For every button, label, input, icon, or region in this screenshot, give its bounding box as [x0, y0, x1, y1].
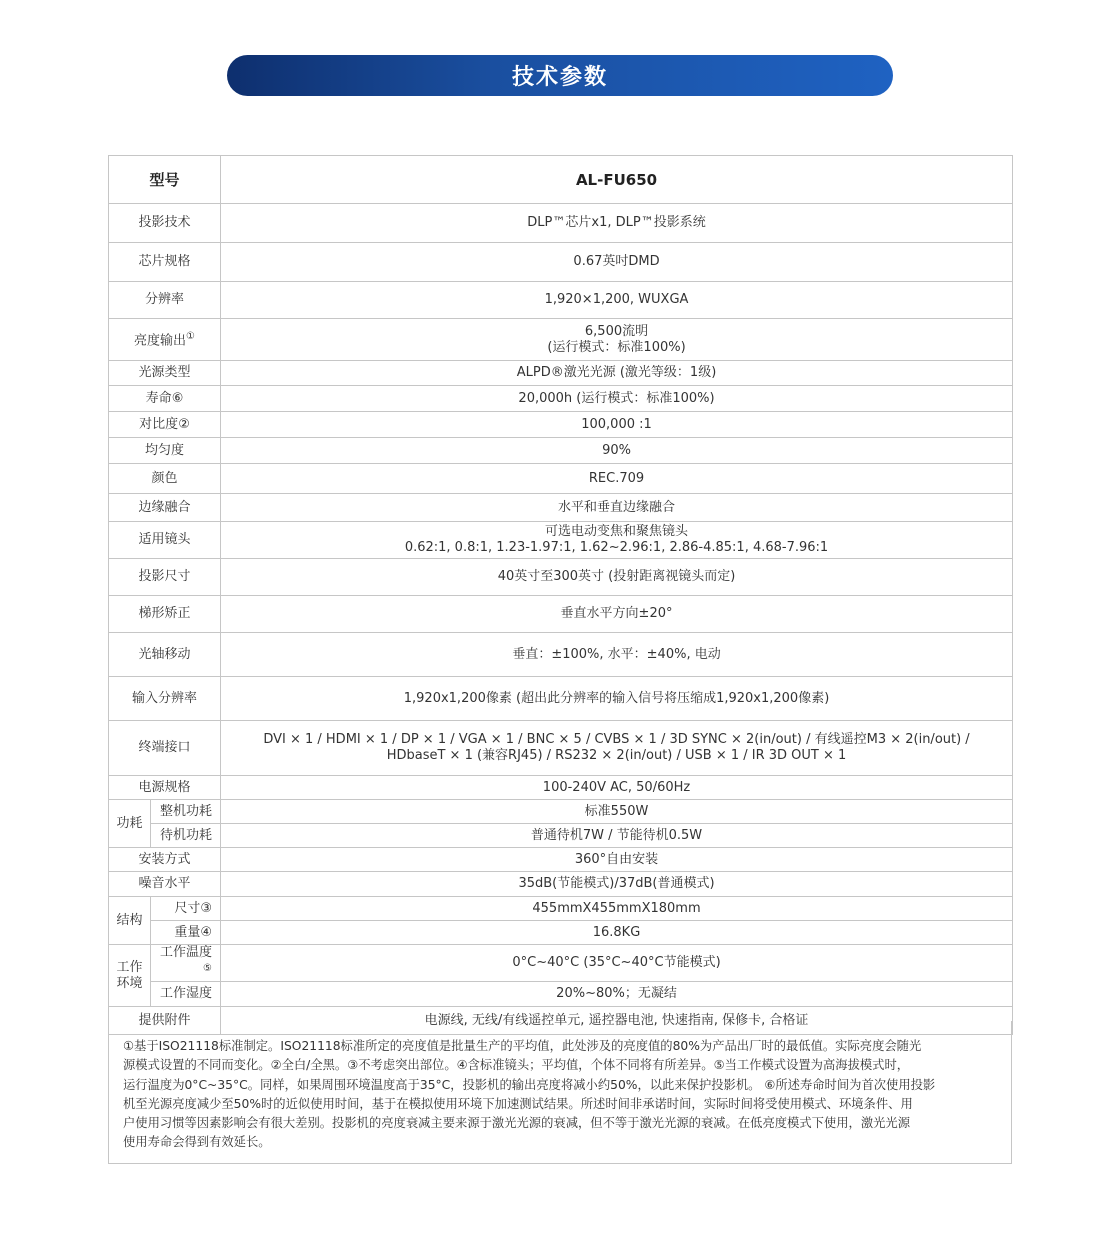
row-label: 适用镜头 — [109, 522, 221, 559]
row-label: 安装方式 — [109, 848, 221, 872]
table-row — [109, 596, 1013, 633]
footnote-line: 源模式设置的不同而变化。②全白/全黑。③不考虑突出部位。④含标准镜头；平均值，个体不同将有所差异。⑤当工作模式设置为高海拔模式时， — [123, 1058, 910, 1073]
row-label: 提供附件 — [109, 1007, 221, 1035]
row-label: 噪音水平 — [109, 872, 221, 897]
table-row — [109, 848, 1013, 872]
row-label: 分辨率 — [109, 282, 221, 319]
row-label — [109, 412, 221, 438]
footnote-mark: ⑤ — [203, 963, 213, 974]
table-row — [109, 464, 1013, 494]
table-row — [109, 438, 1013, 464]
table-row — [109, 494, 1013, 522]
row-value: 100,000 :1 — [221, 412, 1013, 438]
row-value: 垂直：±100%, 水平：±40%, 电动 — [221, 633, 1013, 677]
table-row — [109, 319, 1013, 361]
table-row — [109, 522, 1013, 559]
row-value-line: 6,500流明 — [584, 323, 649, 339]
row-value: 20%~80%；无凝结 — [221, 982, 1013, 1007]
row-label-text: 寿命 — [145, 390, 172, 406]
table-row — [109, 633, 1013, 677]
table-row — [109, 386, 1013, 412]
table-row — [109, 921, 1013, 945]
row-value-line: 可选电动变焦和聚焦镜头 — [545, 524, 689, 539]
group-label-line: 工作 — [116, 959, 143, 975]
footnote-line: 户使用习惯等因素影响会有很大差别。投影机的亮度衰减主要来源于激光光源的衰减，但不等于激光光源的衰减。在低亮度模式下使用，激光光源 — [123, 1116, 911, 1131]
row-value: 16.8KG — [221, 921, 1013, 945]
group-label-consumption: 功耗 — [109, 800, 151, 848]
table-row — [109, 361, 1013, 386]
row-value: 垂直水平方向±20° — [221, 596, 1013, 633]
row-value-line: (运行模式：标准100%) — [547, 339, 686, 355]
model-label: 型号 — [109, 156, 221, 204]
group-label-structure: 结构 — [109, 897, 151, 945]
table-row — [109, 677, 1013, 721]
group-label-environment — [109, 945, 151, 1007]
row-value: ALPD®激光光源 (激光等级：1级) — [221, 361, 1013, 386]
row-label-text: 重量 — [174, 924, 201, 940]
table-row — [109, 156, 1013, 204]
row-sublabel: 待机功耗 — [151, 824, 221, 848]
row-value: 100-240V AC, 50/60Hz — [221, 776, 1013, 800]
table-row — [109, 982, 1013, 1007]
table-row — [109, 897, 1013, 921]
row-label — [109, 386, 221, 412]
footnote-mark: ② — [178, 416, 190, 432]
row-label: 梯形矫正 — [109, 596, 221, 633]
row-value: 1,920x1,200像素 (超出此分辨率的输入信号将压缩成1,920x1,200像素) — [221, 677, 1013, 721]
section-title-banner — [227, 55, 893, 96]
row-label-text: 亮度输出 — [134, 333, 187, 349]
footnotes — [108, 1021, 1012, 1164]
footnote-line: 使用寿命会得到有效延长。 — [123, 1135, 271, 1150]
row-value-line: HDbaseT × 1 (兼容RJ45) / RS232 × 2(in/out) / USB × 1 / IR 3D OUT × 1 — [386, 748, 847, 763]
row-label: 边缘融合 — [109, 494, 221, 522]
table-row — [109, 872, 1013, 897]
spec-table — [108, 155, 1013, 1035]
row-label: 输入分辨率 — [109, 677, 221, 721]
table-row — [109, 824, 1013, 848]
row-value: 标准550W — [221, 800, 1013, 824]
row-label — [109, 319, 221, 361]
footnote-mark: ⑥ — [171, 390, 184, 406]
row-label: 芯片规格 — [109, 243, 221, 282]
row-value: 20,000h (运行模式：标准100%) — [221, 386, 1013, 412]
row-value: 40英寸至300英寸 (投射距离视镜头而定) — [221, 559, 1013, 596]
footnote-mark: ④ — [200, 924, 213, 940]
row-label: 投影尺寸 — [109, 559, 221, 596]
group-label-line: 环境 — [116, 975, 143, 991]
row-value-line: DVI × 1 / HDMI × 1 / DP × 1 / VGA × 1 / BNC × 5 / CVBS × 1 / 3D SYNC × 2(in/out) / 有线遥控M3 × 2(in/out) / — [263, 732, 970, 747]
row-sublabel — [151, 897, 221, 921]
row-label-text: 工作温度 — [160, 945, 213, 960]
row-value: 普通待机7W / 节能待机0.5W — [221, 824, 1013, 848]
row-sublabel — [151, 921, 221, 945]
row-value: 0.67英吋DMD — [221, 243, 1013, 282]
row-sublabel: 整机功耗 — [151, 800, 221, 824]
row-value: 电源线, 无线/有线遥控单元, 遥控器电池, 快速指南, 保修卡, 合格证 — [221, 1007, 1013, 1035]
row-value: 360°自由安装 — [221, 848, 1013, 872]
row-label-text: 尺寸 — [174, 900, 201, 916]
row-sublabel: 工作湿度 — [151, 982, 221, 1007]
row-sublabel — [151, 945, 221, 982]
table-row — [109, 282, 1013, 319]
table-row — [109, 204, 1013, 243]
row-label: 均匀度 — [109, 438, 221, 464]
row-value — [221, 721, 1013, 776]
table-row — [109, 721, 1013, 776]
row-value — [221, 522, 1013, 559]
row-value: 1,920×1,200, WUXGA — [221, 282, 1013, 319]
row-value: 90% — [221, 438, 1013, 464]
row-label: 投影技术 — [109, 204, 221, 243]
table-row — [109, 945, 1013, 982]
row-label-text: 对比度 — [139, 416, 179, 432]
table-row — [109, 800, 1013, 824]
footnote-mark: ① — [186, 331, 195, 343]
footnote-line: 机至光源亮度减少至50%时的近似使用时间，基于在模拟使用环境下加速测试结果。所述时间非承诺时间，实际时间将受使用模式、环境条件、用 — [123, 1096, 913, 1111]
footnote-mark: ③ — [200, 900, 213, 916]
section-title: 技术参数 — [511, 65, 608, 90]
row-value-line: 0.62:1, 0.8:1, 1.23-1.97:1, 1.62~2.96:1, 2.86-4.85:1, 4.68-7.96:1 — [404, 540, 829, 555]
row-value: 455mmX455mmX180mm — [221, 897, 1013, 921]
row-value — [221, 319, 1013, 361]
row-label: 终端接口 — [109, 721, 221, 776]
row-value: 水平和垂直边缘融合 — [221, 494, 1013, 522]
row-label: 光源类型 — [109, 361, 221, 386]
table-row — [109, 412, 1013, 438]
row-label: 电源规格 — [109, 776, 221, 800]
row-label: 颜色 — [109, 464, 221, 494]
footnote-line: ①基于ISO21118标准制定。ISO21118标准所定的亮度值是批量生产的平均值，此处涉及的亮度值的80%为产品出厂时的最低值。实际亮度会随光 — [123, 1039, 922, 1053]
row-value: 0°C~40°C (35°C~40°C节能模式) — [221, 945, 1013, 982]
model-value: AL-FU650 — [221, 156, 1013, 204]
footnote-line: 运行温度为0°C~35°C。同样，如果周围环境温度高于35°C，投影机的输出亮度将减小约50%，以此来保护投影机。 ⑥所述寿命时间为首次使用投影 — [123, 1077, 936, 1092]
table-row — [109, 243, 1013, 282]
row-value: 35dB(节能模式)/37dB(普通模式) — [221, 872, 1013, 897]
table-row — [109, 559, 1013, 596]
row-value: DLP™芯片x1, DLP™投影系统 — [221, 204, 1013, 243]
table-row — [109, 776, 1013, 800]
row-label: 光轴移动 — [109, 633, 221, 677]
row-value: REC.709 — [221, 464, 1013, 494]
